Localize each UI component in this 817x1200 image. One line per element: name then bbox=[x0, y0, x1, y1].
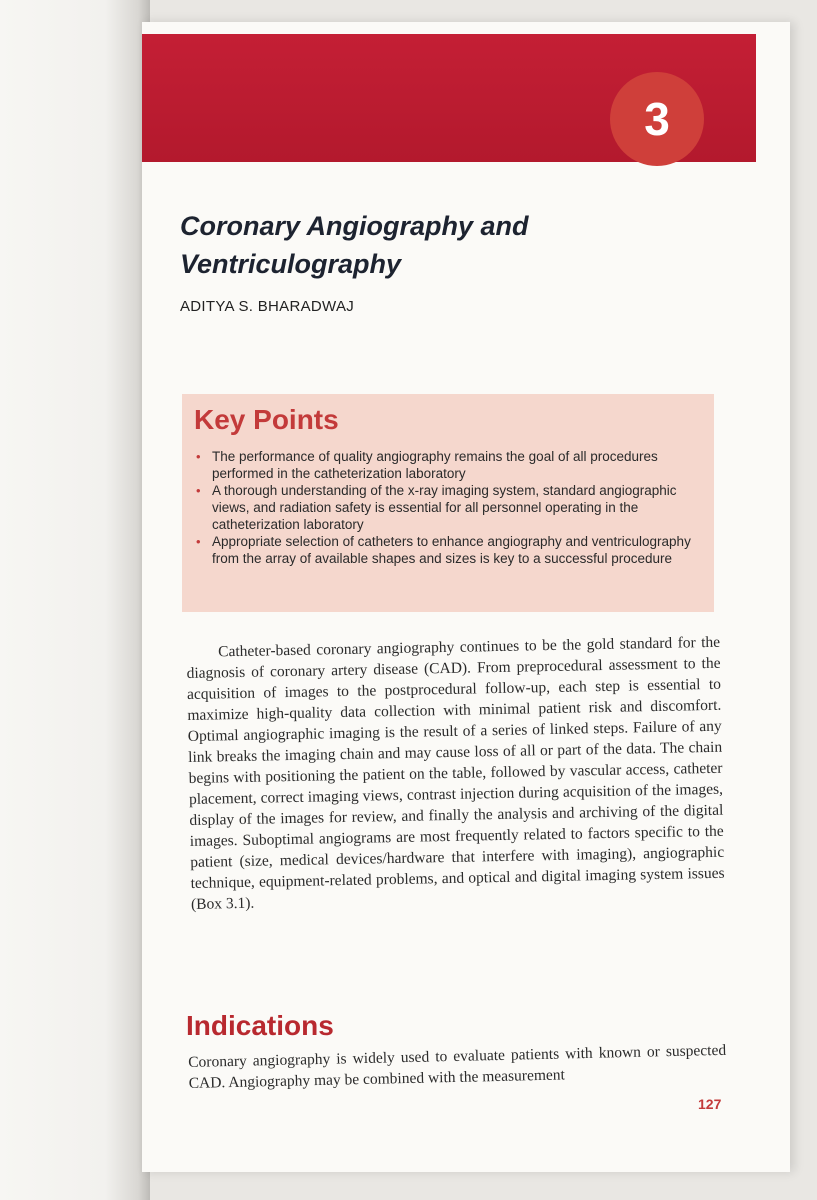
chapter-title: Coronary Angiography and Ventriculography bbox=[180, 211, 529, 279]
book-page bbox=[142, 22, 790, 1172]
key-points-list bbox=[194, 448, 704, 567]
bullet-icon: • bbox=[196, 483, 201, 498]
key-point-item bbox=[194, 482, 704, 533]
indications-heading: Indications bbox=[186, 1010, 334, 1041]
key-point-text: The performance of quality angiography remains the goal of all procedures performed in the catheterization laboratory bbox=[212, 449, 658, 481]
key-point-text: Appropriate selection of catheters to enhance angiography and ventriculography from the array of available shapes and sizes is key to a successful procedure bbox=[212, 534, 691, 566]
bullet-icon: • bbox=[196, 534, 201, 549]
chapter-number: 3 bbox=[644, 93, 670, 145]
body-paragraph: Catheter-based coronary angiography continues to be the gold standard for the diagnosis of coronary artery disease (CAD). From preprocedural assessment to the acquisition of images to the postprocedural follow-up, each step is essential to maximize high-quality data collection with minimal patient risk and discomfort. Optimal angiographic imaging is the result of a series of linked steps. Failure of any link breaks the imaging chain and may cause loss of all or part of the data. The chain begins with positioning the patient on the table, followed by vascular access, catheter placement, correct imaging views, contrast injection during acquisition of the images, display of the images for review, and finally the analysis and archiving of the digital images. Suboptimal angiograms are most frequently related to factors specific to the patient (size, medical devices/hardware that interfere with imaging), angiographic technique, equipment-related problems, and optical and digital imaging system issues (Box 3.1). bbox=[186, 633, 725, 913]
indications-paragraph: Coronary angiography is widely used to evaluate patients with known or suspected CAD. Angiography may be combined with the measurement bbox=[188, 1041, 727, 1092]
chapter-number-badge bbox=[610, 72, 704, 166]
key-points-box bbox=[182, 394, 714, 612]
bullet-icon: • bbox=[196, 449, 201, 464]
page-number: 127 bbox=[698, 1096, 722, 1112]
key-points-heading: Key Points bbox=[194, 404, 339, 435]
chapter-author: ADITYA S. BHARADWAJ bbox=[180, 298, 355, 315]
key-point-item bbox=[194, 448, 704, 482]
key-point-text: A thorough understanding of the x-ray imaging system, standard angiographic views, and radiation safety is essential for all personnel operating in the catheterization laboratory bbox=[212, 483, 677, 532]
key-point-item bbox=[194, 533, 704, 567]
facing-page-edge bbox=[0, 0, 150, 1200]
